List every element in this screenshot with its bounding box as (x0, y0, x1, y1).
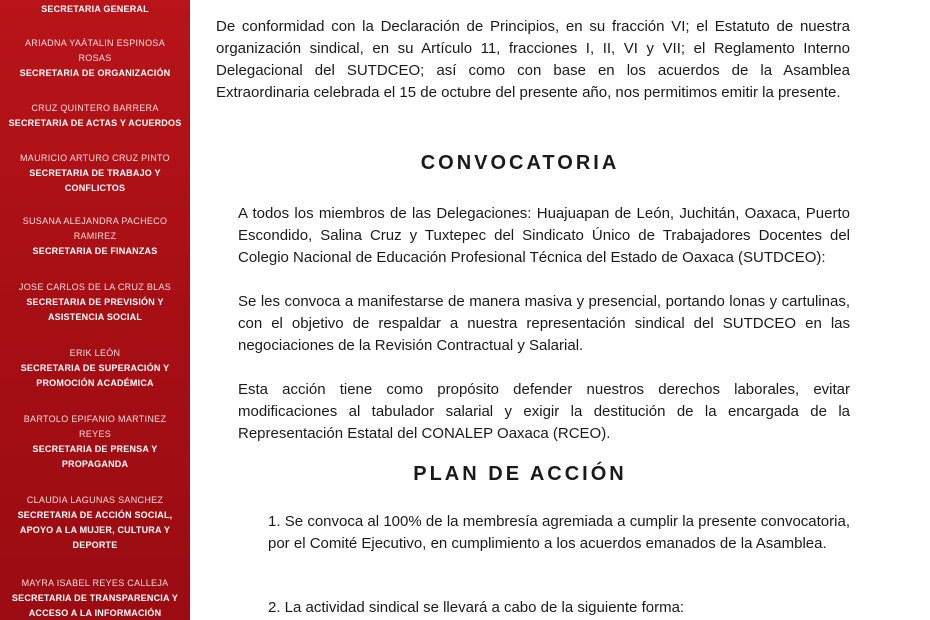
officer-superacion-academica (0, 346, 190, 391)
plan-de-accion-heading: PLAN DE ACCIÓN (413, 463, 627, 485)
call-paragraph: Se les convoca a manifestarse de manera masiva y presencial, portando lonas y cartulinas, con el objetivo de respaldar a nuestra representación sindical del SUTDCEO en las negociaciones de la Revisión Contractual y Salarial. (238, 293, 850, 354)
purpose-paragraph: Esta acción tiene como propósito defender nuestros derechos laborales, evitar modificaciones al tabulador salarial y exigir la destitución de la encargada de la Representación Estatal del CONALEP Oaxaca (RCEO). (238, 381, 850, 442)
officer-role-line2: PROPAGANDA (61, 459, 129, 469)
executive-committee-sidebar (0, 0, 190, 620)
intro-paragraph: De conformidad con la Declaración de Principios, en su fracción VI; el Estatuto de nuestra organización sindical, en su Artículo 11, fracciones I, II, VI y VII; el Reglamento Interno Delegacional del SUTDCEO; así como con base en los acuerdos de la Asamblea Extraordinaria celebrada el 15 de octubre del presente año, nos permitimos emitir la presente. (216, 18, 850, 101)
officer-secretaria-general (0, 2, 190, 17)
officer-name: MAURICIO ARTURO CRUZ PINTO (20, 153, 170, 163)
officer-finanzas (0, 214, 190, 259)
officer-prensa-propaganda (0, 412, 190, 472)
plan-item-1: 1. Se convoca al 100% de la membresía agremiada a cumplir la presente convocatoria, por el Comité Ejecutivo, en cumplimiento a los acuerdos emanados de la Asamblea. (268, 513, 850, 552)
officer-name: SUSANA ALEJANDRA PACHECO (22, 216, 168, 226)
officer-name-line2: REYES (78, 429, 111, 439)
officer-role: SECRETARIA DE ORGANIZACIÓN (19, 68, 171, 78)
officer-name: JOSE CARLOS DE LA CRUZ BLAS (18, 282, 172, 292)
officer-role-line2: PROMOCIÓN ACADÉMICA (36, 378, 154, 388)
officer-role-line2: CONFLICTOS (64, 183, 126, 193)
officer-trabajo-conflictos (0, 151, 190, 196)
officer-actas-acuerdos (0, 101, 190, 131)
plan-item-2: 2. La actividad sindical se llevará a cabo de la siguiente forma: (268, 599, 685, 616)
officer-name-line2: ROSAS (78, 53, 112, 63)
officer-name: BARTOLO EPIFANIO MARTINEZ (23, 414, 167, 424)
officer-role: SECRETARIA DE TRANSPARENCIA Y (11, 593, 179, 603)
officer-role: SECRETARIA GENERAL (41, 4, 149, 14)
officer-name: ERIK LEÓN (69, 348, 121, 358)
document-body (190, 0, 930, 620)
officer-role: SECRETARIA DE SUPERACIÓN Y (20, 363, 170, 373)
officer-name: MAYRA ISABEL REYES CALLEJA (21, 578, 169, 588)
officer-name: ARIADNA YAÁTALIN ESPINOSA (24, 38, 166, 48)
officer-role: SECRETARIA DE TRABAJO Y (29, 168, 161, 178)
convocatoria-heading: CONVOCATORIA (420, 152, 620, 174)
officer-role-line2: ACCESO A LA INFORMACIÓN (28, 608, 162, 618)
officer-role-line2: APOYO A LA MUJER, CULTURA Y (19, 525, 171, 535)
officer-organizacion (0, 36, 190, 81)
officer-name-line2: RAMIREZ (73, 231, 117, 241)
officer-transparencia (0, 576, 190, 620)
addressees-paragraph: A todos los miembros de las Delegaciones: Huajuapan de León, Juchitán, Oaxaca, Puerto Escondido, Salina Cruz y Tuxtepec del Sindicato Único de Trabajadores Docentes del Colegio Nacional de Educación Profesional Técnica del Estado de Oaxaca (SUTDCEO): (238, 205, 850, 266)
officer-role-line3: DEPORTE (72, 540, 118, 550)
officer-role: SECRETARIA DE ACTAS Y ACUERDOS (8, 118, 182, 128)
officer-role: SECRETARIA DE FINANZAS (32, 246, 158, 256)
officer-role: SECRETARIA DE PRENSA Y (32, 444, 158, 454)
officer-role-line2: ASISTENCIA SOCIAL (47, 312, 143, 322)
officer-name: CRUZ QUINTERO BARRERA (31, 103, 159, 113)
officer-accion-social (0, 493, 190, 553)
officer-role: SECRETARIA DE ACCIÓN SOCIAL, (17, 510, 173, 520)
officer-role: SECRETARIA DE PREVISIÓN Y (26, 297, 164, 307)
officer-prevision-social (0, 280, 190, 325)
officer-name: CLAUDIA LAGUNAS SANCHEZ (26, 495, 164, 505)
